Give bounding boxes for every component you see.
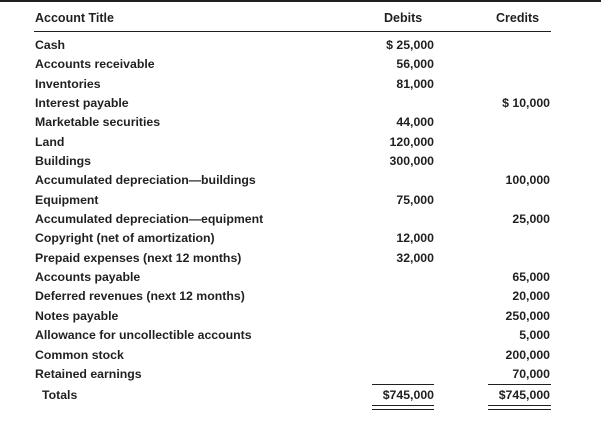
credit-amount: $ 10,000 (502, 96, 550, 111)
table-row (0, 192, 601, 211)
totals-label: Totals (42, 388, 78, 402)
debit-amount: 44,000 (396, 115, 434, 130)
account-title: Prepaid expenses (next 12 months) (35, 250, 242, 265)
credit-total-top-rule (488, 384, 551, 385)
account-title: Cash (35, 38, 66, 52)
debit-total: $745,000 (382, 388, 434, 402)
credit-amount: 200,000 (505, 347, 550, 362)
account-title: Accounts payable (35, 270, 141, 285)
account-title: Common stock (35, 347, 124, 362)
table-row (0, 347, 601, 366)
account-title: Deferred revenues (next 12 months) (35, 289, 245, 304)
table-row (0, 37, 601, 56)
table-row (0, 250, 601, 269)
top-border-rule (0, 0, 601, 2)
credit-amount: 250,000 (505, 308, 550, 323)
account-title: Inventories (35, 76, 101, 91)
credit-total-double-rule-2 (488, 409, 551, 410)
totals-row (0, 386, 601, 406)
credit-amount: 65,000 (512, 270, 550, 285)
trial-balance-rows (0, 37, 601, 385)
header-account-title: Account Title (35, 11, 114, 25)
account-title: Notes payable (35, 308, 119, 323)
header-credits: Credits (496, 11, 540, 25)
credit-total-double-rule-1 (488, 405, 551, 406)
table-row (0, 114, 601, 133)
debit-amount: 56,000 (396, 57, 434, 72)
account-title: Accumulated depreciation—equipment (35, 212, 264, 227)
debit-total-double-rule-1 (372, 405, 434, 406)
account-title: Land (35, 134, 65, 149)
account-title: Copyright (net of amortization) (35, 231, 215, 246)
debit-amount: $ 25,000 (386, 38, 434, 52)
debit-amount: 32,000 (396, 250, 434, 265)
credit-amount: 70,000 (512, 366, 550, 381)
table-row (0, 211, 601, 230)
account-title: Buildings (35, 154, 92, 169)
header-debits: Debits (384, 11, 423, 25)
table-row (0, 308, 601, 327)
credit-amount: 20,000 (512, 289, 550, 304)
credit-amount: 5,000 (519, 328, 550, 343)
credit-amount: 100,000 (505, 173, 550, 188)
table-row (0, 269, 601, 288)
debit-amount: 75,000 (396, 192, 434, 207)
account-title: Retained earnings (35, 366, 142, 381)
table-row (0, 76, 601, 95)
account-title: Equipment (35, 192, 99, 207)
debit-total-top-rule (372, 384, 434, 385)
table-row (0, 134, 601, 153)
table-row (0, 56, 601, 75)
account-title: Accumulated depreciation—buildings (35, 173, 256, 188)
header-underline (34, 31, 551, 32)
debit-amount: 120,000 (389, 134, 434, 149)
account-title: Allowance for uncollectible accounts (35, 328, 252, 343)
debit-amount: 81,000 (396, 76, 434, 91)
table-row (0, 366, 601, 385)
credit-total: $745,000 (498, 388, 550, 402)
table-row (0, 172, 601, 191)
table-row (0, 230, 601, 249)
debit-amount: 12,000 (396, 231, 434, 246)
account-title: Marketable securities (35, 115, 161, 130)
account-title: Accounts receivable (35, 57, 155, 72)
table-row (0, 288, 601, 307)
table-row (0, 153, 601, 172)
account-title: Interest payable (35, 96, 129, 111)
table-row (0, 327, 601, 346)
credit-amount: 25,000 (512, 212, 550, 227)
debit-amount: 300,000 (389, 154, 434, 169)
table-row (0, 95, 601, 114)
debit-total-double-rule-2 (372, 409, 434, 410)
